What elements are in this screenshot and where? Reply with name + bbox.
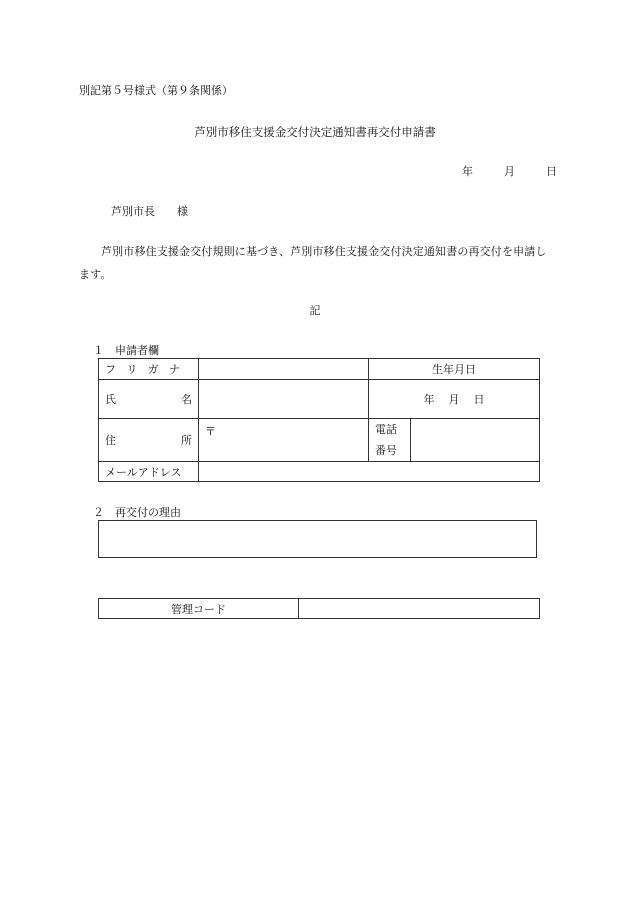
email-field[interactable]	[199, 462, 540, 482]
phone-label: 電話 番号	[369, 419, 411, 462]
name-row	[99, 380, 540, 419]
furigana-label: フ リ ガ ナ	[99, 359, 199, 380]
address-row	[99, 419, 540, 462]
admin-code-label: 管理コード	[99, 599, 299, 619]
honorific: 様	[177, 205, 188, 218]
email-row	[99, 462, 540, 482]
submission-date	[462, 163, 557, 179]
name-field[interactable]	[199, 380, 369, 419]
addressee-name: 芦別市長	[111, 205, 155, 218]
date-year-label: 年	[462, 165, 473, 178]
phone-field[interactable]	[411, 419, 540, 462]
address-label: 住 所	[99, 419, 199, 462]
request-text: 芦別市移住支援金交付規則に基づき、芦別市移住支援金交付決定通知書の再交付を申請します。	[79, 245, 547, 281]
birthdate-label: 生年月日	[369, 359, 540, 380]
birthdate-field[interactable]: 年 月 日	[369, 380, 540, 419]
furigana-row	[99, 359, 540, 380]
admin-code-field[interactable]	[299, 599, 540, 619]
email-label: メールアドレス	[99, 462, 199, 482]
admin-code-row	[99, 599, 540, 619]
applicant-table	[98, 358, 540, 482]
date-month-label: 月	[504, 165, 515, 178]
ki-heading: 記	[309, 304, 321, 317]
reason-field[interactable]	[98, 520, 537, 558]
postal-mark: 〒	[205, 425, 216, 438]
admin-table	[98, 598, 540, 619]
document-title: 芦別市移住支援金交付決定通知書再交付申請書	[194, 125, 436, 139]
name-label: 氏 名	[99, 380, 199, 419]
reason-section-label: ２ 再交付の理由	[93, 506, 181, 519]
date-day-label: 日	[546, 165, 557, 178]
addressee	[111, 203, 188, 219]
form-number: 別記第５号様式（第９条関係）	[79, 84, 233, 97]
address-field[interactable]	[199, 419, 369, 462]
furigana-field[interactable]	[199, 359, 369, 380]
applicant-section-label: １ 申請者欄	[93, 344, 159, 357]
